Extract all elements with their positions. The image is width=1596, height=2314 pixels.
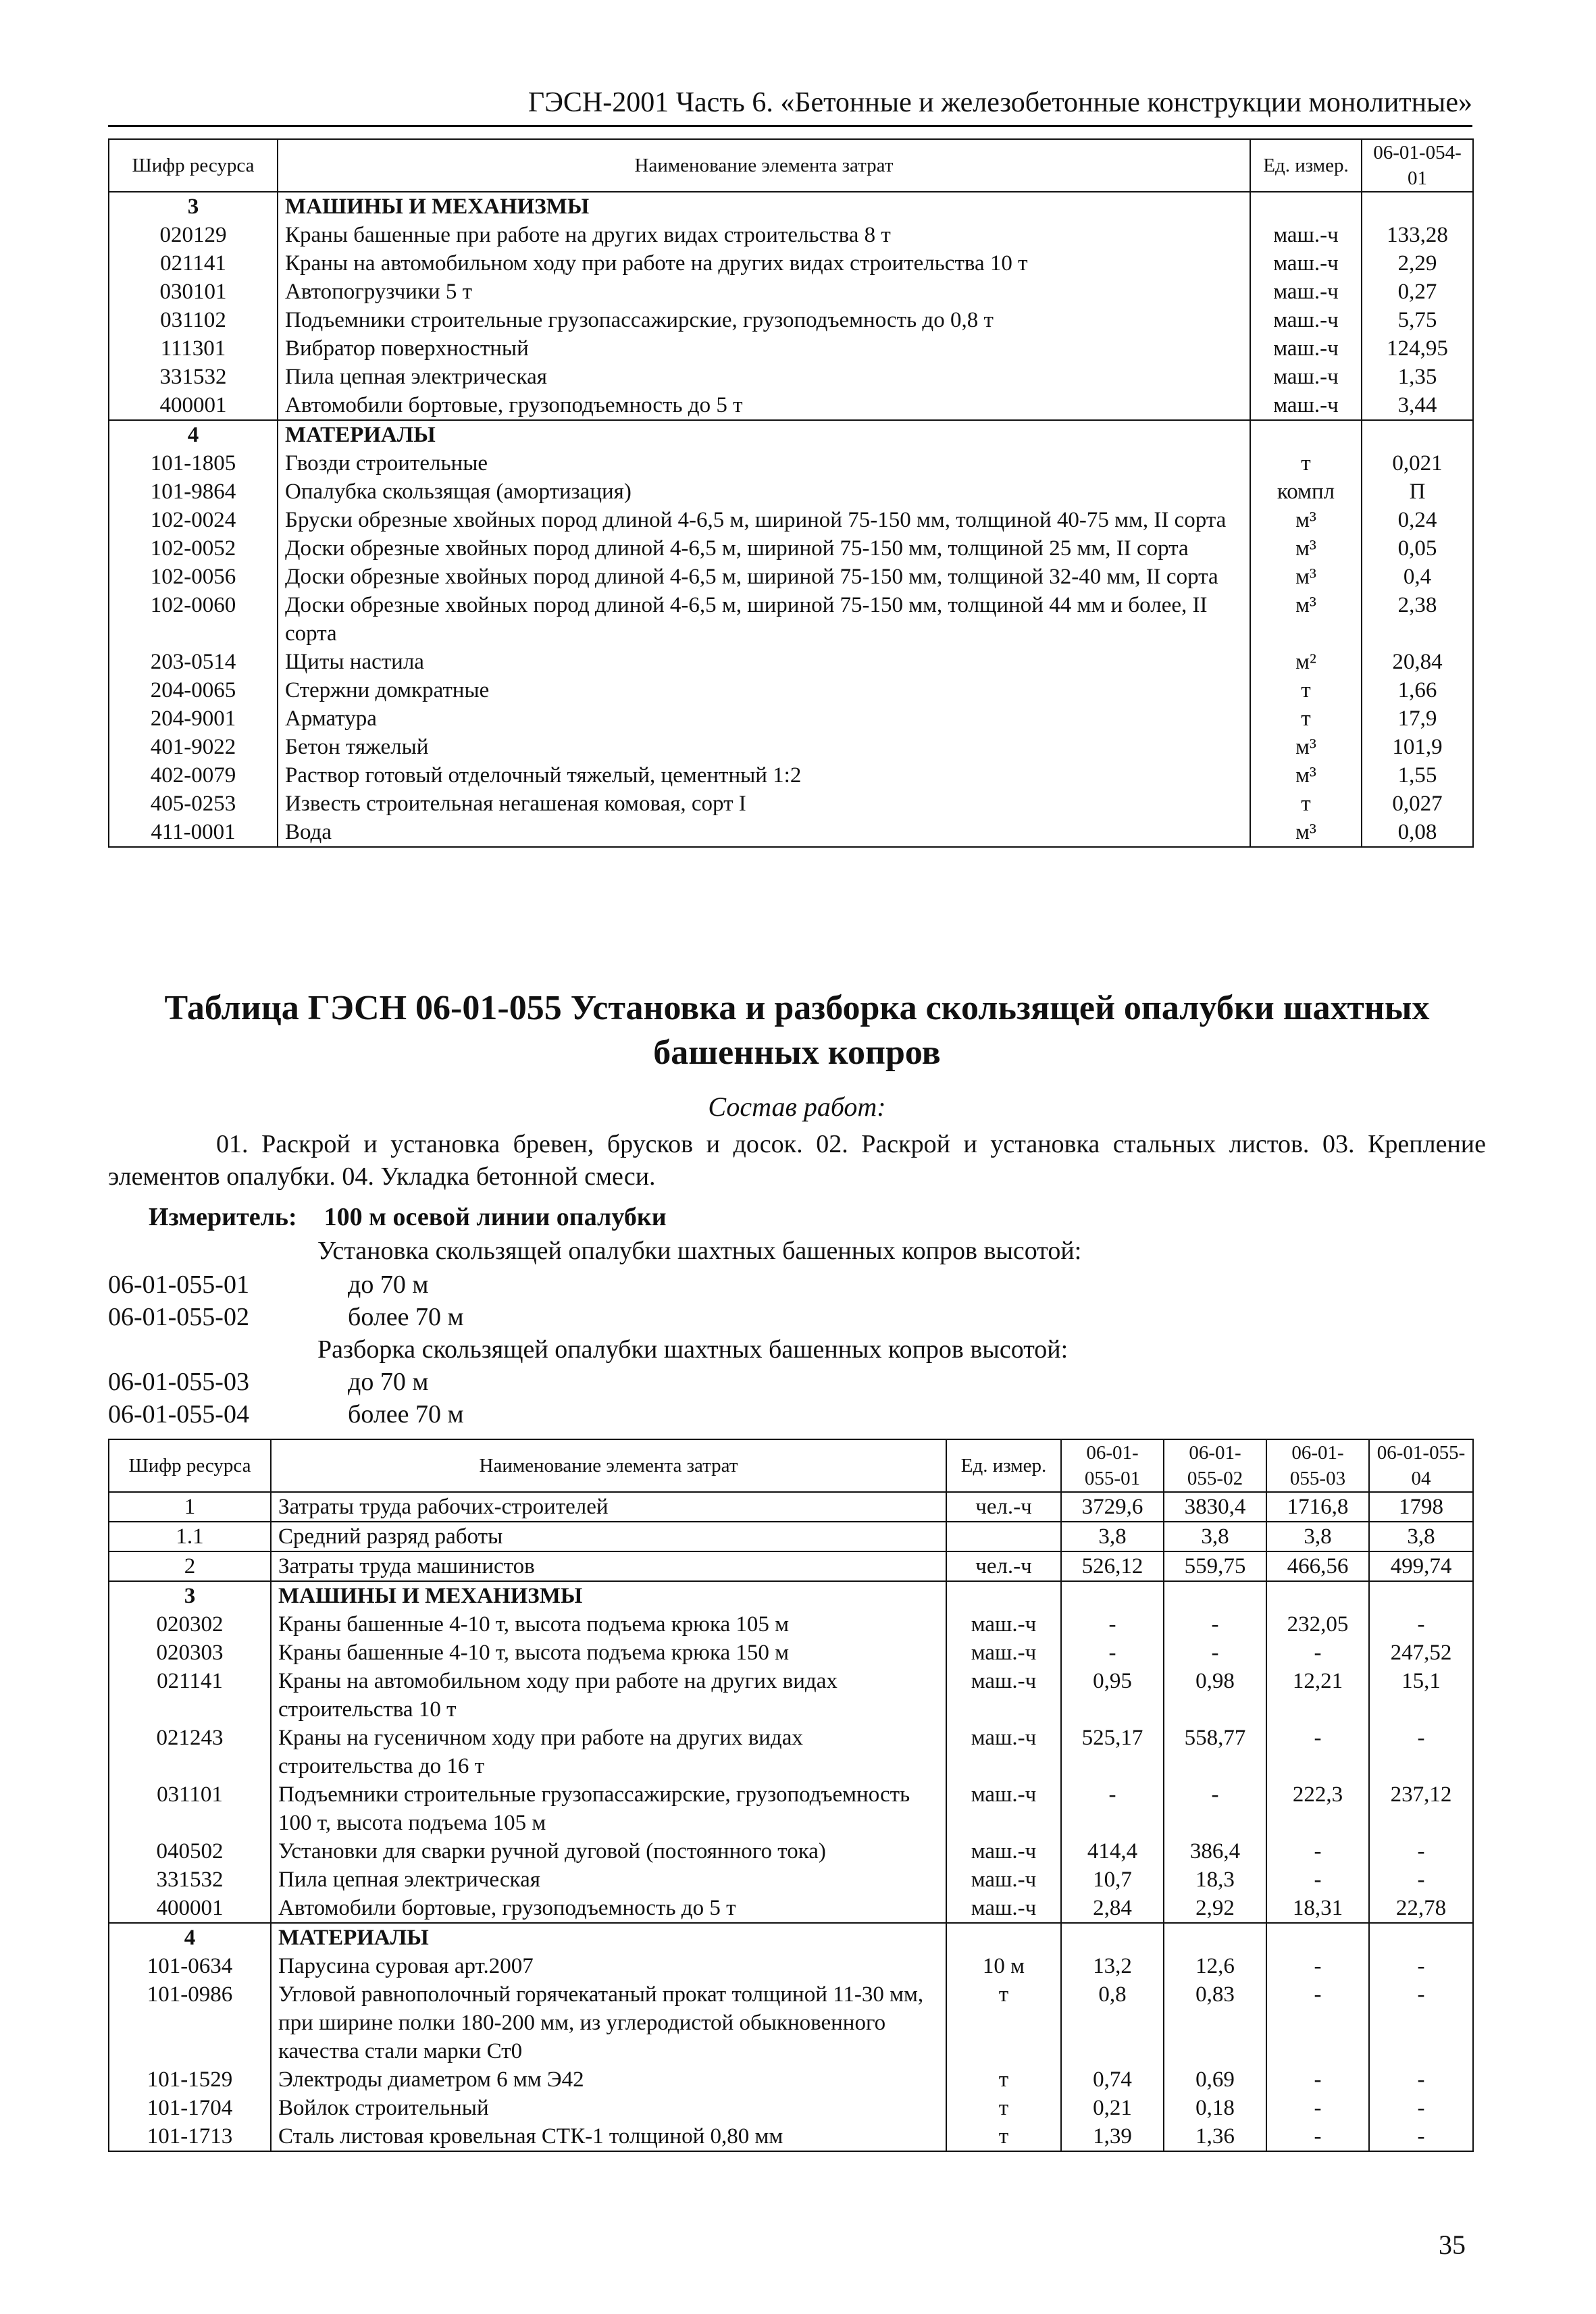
table-cell: - (1266, 2094, 1369, 2122)
table-cell: маш.-ч (946, 1780, 1061, 1837)
table-cell: Сталь листовая кровельная СТК-1 толщиной 0,80 мм (271, 2122, 946, 2151)
table-cell: 222,3 (1266, 1780, 1369, 1837)
table-cell: - (1369, 1724, 1473, 1780)
table-cell: Подъемники строительные грузопассажирские, грузоподъемность 100 т, высота подъема 105 м (271, 1780, 946, 1837)
table-cell: 17,9 (1362, 704, 1473, 733)
table-cell: 020303 (109, 1639, 271, 1667)
table-cell: маш.-ч (946, 1837, 1061, 1866)
table-cell: чел.-ч (946, 1551, 1061, 1581)
table-cell: маш.-ч (1250, 391, 1362, 420)
table-cell: 101-1713 (109, 2122, 271, 2151)
table-cell: 1,55 (1362, 761, 1473, 790)
table-cell: 020302 (109, 1610, 271, 1639)
table-row (109, 478, 1473, 506)
norm-height: более 70 м (348, 1303, 464, 1331)
section-code: 3 (109, 1581, 271, 1610)
table-cell: - (1061, 1610, 1164, 1639)
table-cell: 204-9001 (109, 704, 278, 733)
table-cell: 0,021 (1362, 449, 1473, 478)
table-cell: Установки для сварки ручной дуговой (постоянного тока) (271, 1837, 946, 1866)
table-cell: 2,29 (1362, 249, 1473, 278)
table-header-row (109, 139, 1473, 192)
table-row (109, 221, 1473, 249)
table-cell: 101-1704 (109, 2094, 271, 2122)
table-cell: 021141 (109, 249, 278, 278)
table-cell: Пила цепная электрическая (271, 1866, 946, 1894)
table-cell: 331532 (109, 363, 278, 391)
column-header: 06-01-055-01 (1061, 1439, 1164, 1492)
table-cell: 0,8 (1061, 1980, 1164, 2065)
empty-cell (1369, 1923, 1473, 1952)
table-cell: 247,52 (1369, 1639, 1473, 1667)
table-cell: - (1369, 2065, 1473, 2094)
table-cell: маш.-ч (1250, 221, 1362, 249)
norm-code: 06-01-055-01 (108, 1270, 249, 1299)
table-cell: 0,98 (1164, 1667, 1266, 1724)
column-header: Ед. измер. (1250, 139, 1362, 192)
table-row (109, 334, 1473, 363)
table-row (109, 1667, 1473, 1724)
table-cell: 12,21 (1266, 1667, 1369, 1724)
table-row (109, 391, 1473, 420)
table-cell: Стержни домкратные (278, 676, 1250, 704)
table-cell: маш.-ч (946, 1894, 1061, 1923)
running-header: ГЭСН-2001 Часть 6. «Бетонные и железобетонные конструкции монолитные» (527, 87, 1472, 118)
section-title: МАШИНЫ И МЕХАНИЗМЫ (278, 192, 1250, 221)
table-row (109, 818, 1473, 847)
table-cell: 0,69 (1164, 2065, 1266, 2094)
table-cell: т (1250, 790, 1362, 818)
table-cell: 102-0024 (109, 506, 278, 534)
table-row (109, 534, 1473, 563)
table-cell: 1,36 (1164, 2122, 1266, 2151)
table-cell: Щиты настила (278, 648, 1250, 676)
table-row (109, 676, 1473, 704)
table-cell: 411-0001 (109, 818, 278, 847)
table-cell: П (1362, 478, 1473, 506)
table-cell: 3,8 (1061, 1522, 1164, 1551)
table-cell: 0,027 (1362, 790, 1473, 818)
table-cell: 101-1529 (109, 2065, 271, 2094)
table-cell: - (1164, 1610, 1266, 1639)
table-row (109, 306, 1473, 334)
table-cell: м³ (1250, 733, 1362, 761)
table-cell: Затраты труда машинистов (271, 1551, 946, 1581)
table-cell: 0,18 (1164, 2094, 1266, 2122)
table-cell: маш.-ч (946, 1667, 1061, 1724)
table-cell: - (1164, 1639, 1266, 1667)
table-row (109, 1837, 1473, 1866)
table-cell: м³ (1250, 563, 1362, 591)
empty-cell (1266, 1581, 1369, 1610)
table-cell: - (1266, 2065, 1369, 2094)
table-cell: 466,56 (1266, 1551, 1369, 1581)
table-cell: 1798 (1369, 1492, 1473, 1522)
empty-cell (946, 1923, 1061, 1952)
table-row (109, 363, 1473, 391)
table-cell: 10 м (946, 1952, 1061, 1980)
table-cell: 526,12 (1061, 1551, 1164, 1581)
table-row (109, 2094, 1473, 2122)
table-cell: Автомобили бортовые, грузоподъемность до 5 т (278, 391, 1250, 420)
table-cell: маш.-ч (1250, 363, 1362, 391)
table-cell: 030101 (109, 278, 278, 306)
table-cell: - (1266, 2122, 1369, 2151)
table-cell: маш.-ч (1250, 306, 1362, 334)
table-cell: 2,84 (1061, 1894, 1164, 1923)
table-cell: 101-0986 (109, 1980, 271, 2065)
table-cell: 124,95 (1362, 334, 1473, 363)
table-cell: 204-0065 (109, 676, 278, 704)
table-cell: 3,8 (1266, 1522, 1369, 1551)
table-cell: 237,12 (1369, 1780, 1473, 1837)
table-cell: - (1369, 2122, 1473, 2151)
table-cell: Средний разряд работы (271, 1522, 946, 1551)
table-cell: Доски обрезные хвойных пород длиной 4-6,5 м, шириной 75-150 мм, толщиной 32-40 мм, II сорта (278, 563, 1250, 591)
table-cell: 3,8 (1164, 1522, 1266, 1551)
table-row (109, 733, 1473, 761)
table-cell: Вода (278, 818, 1250, 847)
table-row (109, 563, 1473, 591)
norm-code: 06-01-055-03 (108, 1368, 249, 1396)
table-cell: 15,1 (1369, 1667, 1473, 1724)
table-row (109, 1952, 1473, 1980)
section-code: 4 (109, 420, 278, 449)
table-cell: 5,75 (1362, 306, 1473, 334)
table-cell: 101,9 (1362, 733, 1473, 761)
table-cell: 2,38 (1362, 591, 1473, 648)
table-cell: Краны башенные при работе на других видах строительства 8 т (278, 221, 1250, 249)
table-cell: - (1369, 1610, 1473, 1639)
empty-cell (1250, 420, 1362, 449)
empty-cell (946, 1581, 1061, 1610)
table-cell: 2,92 (1164, 1894, 1266, 1923)
table-cell: 021243 (109, 1724, 271, 1780)
table-cell: т (946, 2122, 1061, 2151)
section-code: 3 (109, 192, 278, 221)
measure-label: Измеритель: (149, 1203, 297, 1231)
empty-cell (1250, 192, 1362, 221)
table-cell: 102-0052 (109, 534, 278, 563)
section-row (109, 1581, 1473, 1610)
table-row (109, 1522, 1473, 1551)
norm-height: более 70 м (348, 1400, 464, 1429)
table-cell: 101-9864 (109, 478, 278, 506)
table-cell: Раствор готовый отделочный тяжелый, цементный 1:2 (278, 761, 1250, 790)
section-row (109, 192, 1473, 221)
table-row (109, 648, 1473, 676)
table-cell: т (946, 2065, 1061, 2094)
table-cell: 401-9022 (109, 733, 278, 761)
table-cell: 405-0253 (109, 790, 278, 818)
table-cell: Гвозди строительные (278, 449, 1250, 478)
table-cell: - (1369, 1837, 1473, 1866)
table-cell: маш.-ч (946, 1639, 1061, 1667)
table-cell: Бетон тяжелый (278, 733, 1250, 761)
group-heading-removal: Разборка скользящей опалубки шахтных башенных копров высотой: (317, 1335, 1069, 1364)
empty-cell (1061, 1581, 1164, 1610)
table-cell: Пила цепная электрическая (278, 363, 1250, 391)
table-cell: 2 (109, 1551, 271, 1581)
column-header: Наименование элемента затрат (278, 139, 1250, 192)
table-cell: 0,27 (1362, 278, 1473, 306)
table-cell: 0,21 (1061, 2094, 1164, 2122)
section-code: 4 (109, 1923, 271, 1952)
table-cell: 1.1 (109, 1522, 271, 1551)
table-cell: 13,2 (1061, 1952, 1164, 1980)
table-cell: м³ (1250, 818, 1362, 847)
table-cell: - (1266, 1724, 1369, 1780)
table-cell (946, 1522, 1061, 1551)
table-cell: Подъемники строительные грузопассажирские, грузоподъемность до 0,8 т (278, 306, 1250, 334)
section-row (109, 420, 1473, 449)
table-cell: 18,3 (1164, 1866, 1266, 1894)
table-cell: - (1061, 1780, 1164, 1837)
table-cell: Доски обрезные хвойных пород длиной 4-6,5 м, шириной 75-150 мм, толщиной 44 мм и более, II сорта (278, 591, 1250, 648)
column-header: Ед. измер. (946, 1439, 1061, 1492)
table-row (109, 278, 1473, 306)
table-cell: компл (1250, 478, 1362, 506)
table-header-row (109, 1439, 1473, 1492)
empty-cell (1164, 1923, 1266, 1952)
table-cell: 101-0634 (109, 1952, 271, 1980)
norm-height: до 70 м (348, 1368, 429, 1396)
table-row (109, 2065, 1473, 2094)
table-cell: Угловой равнополочный горячекатаный прокат толщиной 11-30 мм, при ширине полки 180-200 мм, из углеродистой обыкновенного качества стали марки Ст0 (271, 1980, 946, 2065)
page-number: 35 (1439, 2230, 1466, 2260)
table-row (109, 449, 1473, 478)
table-cell: 400001 (109, 391, 278, 420)
table-cell: 559,75 (1164, 1551, 1266, 1581)
work-composition-heading: Состав работ: (708, 1091, 886, 1122)
empty-cell (1266, 1923, 1369, 1952)
table-cell: 101-1805 (109, 449, 278, 478)
table-cell: - (1061, 1639, 1164, 1667)
table-cell: 3729,6 (1061, 1492, 1164, 1522)
table-row (109, 249, 1473, 278)
table-row (109, 1894, 1473, 1923)
table-cell: Войлок строительный (271, 2094, 946, 2122)
table-row (109, 2122, 1473, 2151)
group-heading-install: Установка скользящей опалубки шахтных башенных копров высотой: (317, 1237, 1082, 1265)
table-cell: 20,84 (1362, 648, 1473, 676)
table-cell: 525,17 (1061, 1724, 1164, 1780)
table-cell: маш.-ч (1250, 278, 1362, 306)
table-cell: Парусина суровая арт.2007 (271, 1952, 946, 1980)
table-cell: 021141 (109, 1667, 271, 1724)
table-cell: - (1266, 1866, 1369, 1894)
empty-cell (1061, 1923, 1164, 1952)
empty-cell (1362, 420, 1473, 449)
table-cell: Краны башенные 4-10 т, высота подъема крюка 150 м (271, 1639, 946, 1667)
table-row (109, 506, 1473, 534)
table-cell: 203-0514 (109, 648, 278, 676)
column-header: 06-01-055-02 (1164, 1439, 1266, 1492)
table-cell: Затраты труда рабочих-строителей (271, 1492, 946, 1522)
empty-cell (1164, 1581, 1266, 1610)
table-cell: 12,6 (1164, 1952, 1266, 1980)
table-cell: т (946, 1980, 1061, 2065)
work-composition-text: 01. Раскрой и установка бревен, брусков и досок. 02. Раскрой и установка стальных листов. 03. Крепление элементов опалубки. 04. Укладка бетонной смеси. (108, 1130, 1486, 1191)
table-cell: 3830,4 (1164, 1492, 1266, 1522)
table-cell: 102-0056 (109, 563, 278, 591)
section-title: МАТЕРИАЛЫ (271, 1923, 946, 1952)
table-cell: - (1164, 1780, 1266, 1837)
column-header: 06-01-055-03 (1266, 1439, 1369, 1492)
table-cell: Доски обрезные хвойных пород длиной 4-6,5 м, шириной 75-150 мм, толщиной 25 мм, II сорта (278, 534, 1250, 563)
table-cell: 0,05 (1362, 534, 1473, 563)
table-cell: Краны на автомобильном ходу при работе на других видах строительства 10 т (271, 1667, 946, 1724)
table-cell: 0,74 (1061, 2065, 1164, 2094)
table-cell: 18,31 (1266, 1894, 1369, 1923)
table-row (109, 761, 1473, 790)
empty-cell (1369, 1581, 1473, 1610)
resource-table-055 (108, 1439, 1474, 2152)
table-cell: маш.-ч (1250, 249, 1362, 278)
empty-cell (1362, 192, 1473, 221)
table-cell: - (1266, 1980, 1369, 2065)
table-cell: - (1369, 1980, 1473, 2065)
table-cell: м³ (1250, 534, 1362, 563)
table-cell: 1,35 (1362, 363, 1473, 391)
table-cell: 0,4 (1362, 563, 1473, 591)
table-row (109, 1780, 1473, 1837)
table-cell: Известь строительная негашеная комовая, сорт I (278, 790, 1250, 818)
table-cell: 102-0060 (109, 591, 278, 648)
table-row (109, 1980, 1473, 2065)
header-rule (108, 125, 1472, 127)
table-cell: 402-0079 (109, 761, 278, 790)
table-cell: - (1369, 1866, 1473, 1894)
table-row (109, 1610, 1473, 1639)
table-cell: т (1250, 676, 1362, 704)
table-cell: 1716,8 (1266, 1492, 1369, 1522)
table-row (109, 1551, 1473, 1581)
table-cell: Краны на гусеничном ходу при работе на других видах строительства до 16 т (271, 1724, 946, 1780)
table-cell: Автопогрузчики 5 т (278, 278, 1250, 306)
resource-table-054 (108, 138, 1474, 848)
table-cell: 1 (109, 1492, 271, 1522)
table-row (109, 1724, 1473, 1780)
table-cell: маш.-ч (946, 1724, 1061, 1780)
table-cell: 031101 (109, 1780, 271, 1837)
table-cell: 0,24 (1362, 506, 1473, 534)
table-cell: 1,66 (1362, 676, 1473, 704)
table-cell: Опалубка скользящая (амортизация) (278, 478, 1250, 506)
table-cell: - (1369, 2094, 1473, 2122)
table-cell: Электроды диаметром 6 мм Э42 (271, 2065, 946, 2094)
norm-code: 06-01-055-02 (108, 1303, 249, 1331)
table-cell: Бруски обрезные хвойных пород длиной 4-6,5 м, шириной 75-150 мм, толщиной 40-75 мм, II сорта (278, 506, 1250, 534)
table-row (109, 790, 1473, 818)
table-cell: 133,28 (1362, 221, 1473, 249)
table-cell: 400001 (109, 1894, 271, 1923)
table-cell: м³ (1250, 506, 1362, 534)
table-cell: м³ (1250, 761, 1362, 790)
section-row (109, 1923, 1473, 1952)
table-cell: 414,4 (1061, 1837, 1164, 1866)
table-caption: Таблица ГЭСН 06-01-055 Установка и разборка скользящей опалубки шахтных башенных копров (164, 989, 1430, 1072)
table-cell: 232,05 (1266, 1610, 1369, 1639)
table-cell: т (1250, 449, 1362, 478)
table-cell: 22,78 (1369, 1894, 1473, 1923)
norm-height: до 70 м (348, 1270, 429, 1299)
measure-line (149, 1202, 667, 1232)
table-cell: 0,08 (1362, 818, 1473, 847)
table-cell: 499,74 (1369, 1551, 1473, 1581)
table-cell: - (1266, 1837, 1369, 1866)
table-cell: - (1266, 1639, 1369, 1667)
table-cell: Арматура (278, 704, 1250, 733)
table-cell: 0,83 (1164, 1980, 1266, 2065)
table-cell: 10,7 (1061, 1866, 1164, 1894)
table-row (109, 704, 1473, 733)
section-title: МАТЕРИАЛЫ (278, 420, 1250, 449)
column-header: Шифр ресурса (109, 139, 278, 192)
table-cell: 3,44 (1362, 391, 1473, 420)
table-cell: 1,39 (1061, 2122, 1164, 2151)
table-cell: - (1369, 1952, 1473, 1980)
table-cell: т (946, 2094, 1061, 2122)
measure-value: 100 м осевой линии опалубки (324, 1203, 667, 1231)
table-cell: Краны башенные 4-10 т, высота подъема крюка 105 м (271, 1610, 946, 1639)
table-cell: 031102 (109, 306, 278, 334)
table-cell: Автомобили бортовые, грузоподъемность до 5 т (271, 1894, 946, 1923)
column-header: 06-01-054-01 (1362, 139, 1473, 192)
table-row (109, 1639, 1473, 1667)
column-header: Шифр ресурса (109, 1439, 271, 1492)
table-cell: м³ (1250, 591, 1362, 648)
column-header: 06-01-055-04 (1369, 1439, 1473, 1492)
table-row (109, 1866, 1473, 1894)
table-cell: 020129 (109, 221, 278, 249)
table-cell: маш.-ч (946, 1866, 1061, 1894)
table-cell: 558,77 (1164, 1724, 1266, 1780)
table-row (109, 591, 1473, 648)
table-cell: т (1250, 704, 1362, 733)
table-cell: м² (1250, 648, 1362, 676)
table-cell: 331532 (109, 1866, 271, 1894)
table-cell: маш.-ч (946, 1610, 1061, 1639)
table-cell: 386,4 (1164, 1837, 1266, 1866)
section-title: МАШИНЫ И МЕХАНИЗМЫ (271, 1581, 946, 1610)
table-cell: Краны на автомобильном ходу при работе на других видах строительства 10 т (278, 249, 1250, 278)
table-cell: 111301 (109, 334, 278, 363)
table-cell: 3,8 (1369, 1522, 1473, 1551)
table-cell: - (1266, 1952, 1369, 1980)
table-row (109, 1492, 1473, 1522)
table-cell: чел.-ч (946, 1492, 1061, 1522)
table-cell: Вибратор поверхностный (278, 334, 1250, 363)
table-cell: маш.-ч (1250, 334, 1362, 363)
table-cell: 0,95 (1061, 1667, 1164, 1724)
column-header: Наименование элемента затрат (271, 1439, 946, 1492)
table-cell: 040502 (109, 1837, 271, 1866)
norm-code: 06-01-055-04 (108, 1400, 249, 1429)
